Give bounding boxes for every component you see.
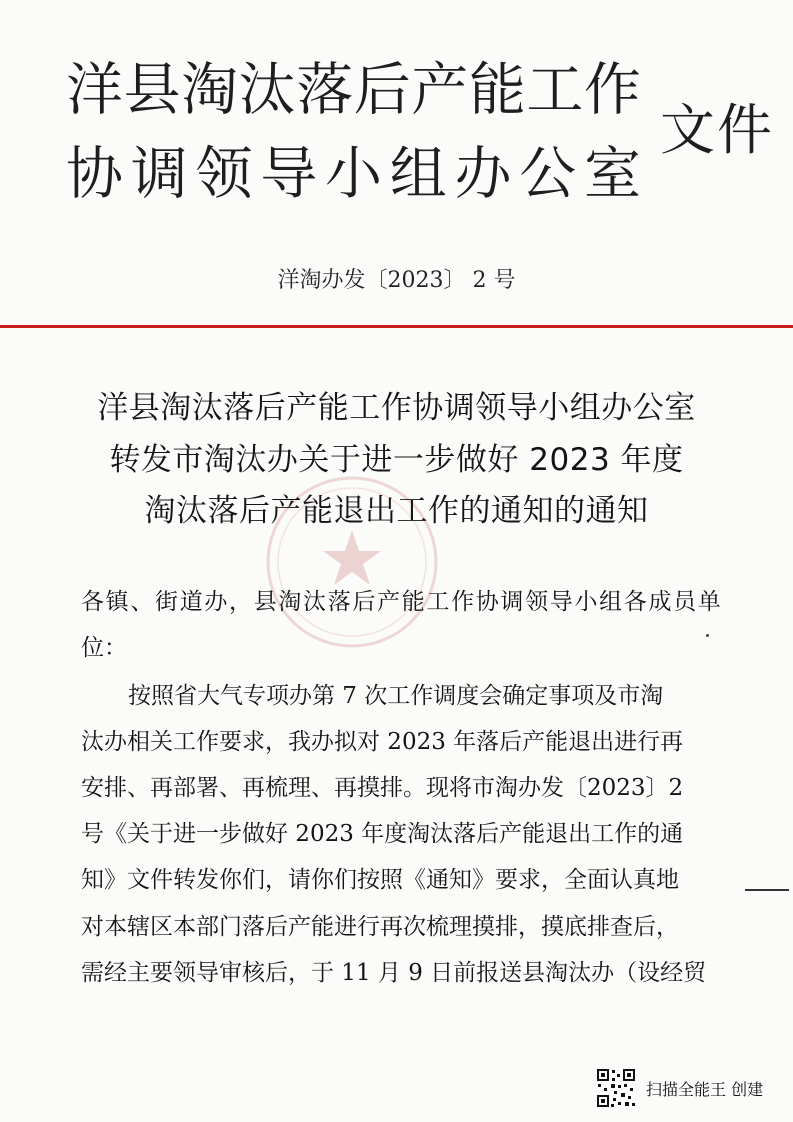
- body-line: 需经主要领导审核后，于 11 月 9 日前报送县淘汰办（设经贸: [81, 960, 707, 986]
- red-divider-rule: [0, 325, 793, 328]
- document-number: 洋淘办发〔2023〕 2 号: [277, 268, 516, 293]
- addressee-line-1: 各 镇 、 街 道 办 ， 县 淘 汰 落 后 产 能 工 作 协 调 领 导 小 组 各 成 员 单: [81, 589, 721, 615]
- addressee-line-2: 位：: [81, 635, 127, 661]
- document-title-line-3: 淘汰落后产能退出工作的通知的通知: [144, 493, 649, 529]
- qr-code-icon: [596, 1068, 636, 1108]
- body-line: 汰办相关工作要求，我办拟对 2023 年落后产能退出进行再: [81, 729, 684, 755]
- scanner-label: 扫描全能王 创建: [646, 1079, 764, 1099]
- scan-speck: [706, 634, 709, 637]
- issuing-org-line-1: 洋 县 淘 汰 落 后 产 能 工 作: [66, 57, 641, 123]
- document-title-line-2: 转发市淘汰办关于进一步做好 2023 年度: [109, 442, 684, 478]
- document-label: 文件: [660, 98, 775, 162]
- body-line: 号《关于进一步做好 2023 年度淘汰落后产能退出工作的通: [81, 821, 684, 847]
- scanner-watermark: [596, 1068, 786, 1108]
- body-line: 按照省大气专项办第 7 次工作调度会确定事项及市淘: [128, 683, 664, 709]
- body-line: 知》文件转发你们，请你们按照《通知》要求，全面认真地: [81, 867, 679, 893]
- issuing-org-line-2: 协 调 领 导 小 组 办 公 室: [66, 141, 641, 207]
- body-line: 安排、再部署、再梳理、再摸排。现将市淘办发〔2023〕2: [81, 775, 684, 801]
- body-line: 对本辖区本部门落后产能进行再次梳理摸排，摸底排查后，: [81, 914, 679, 940]
- document-title-line-1: 洋县淘汰落后产能工作协调领导小组办公室: [97, 390, 696, 426]
- margin-dash-mark: [745, 889, 789, 891]
